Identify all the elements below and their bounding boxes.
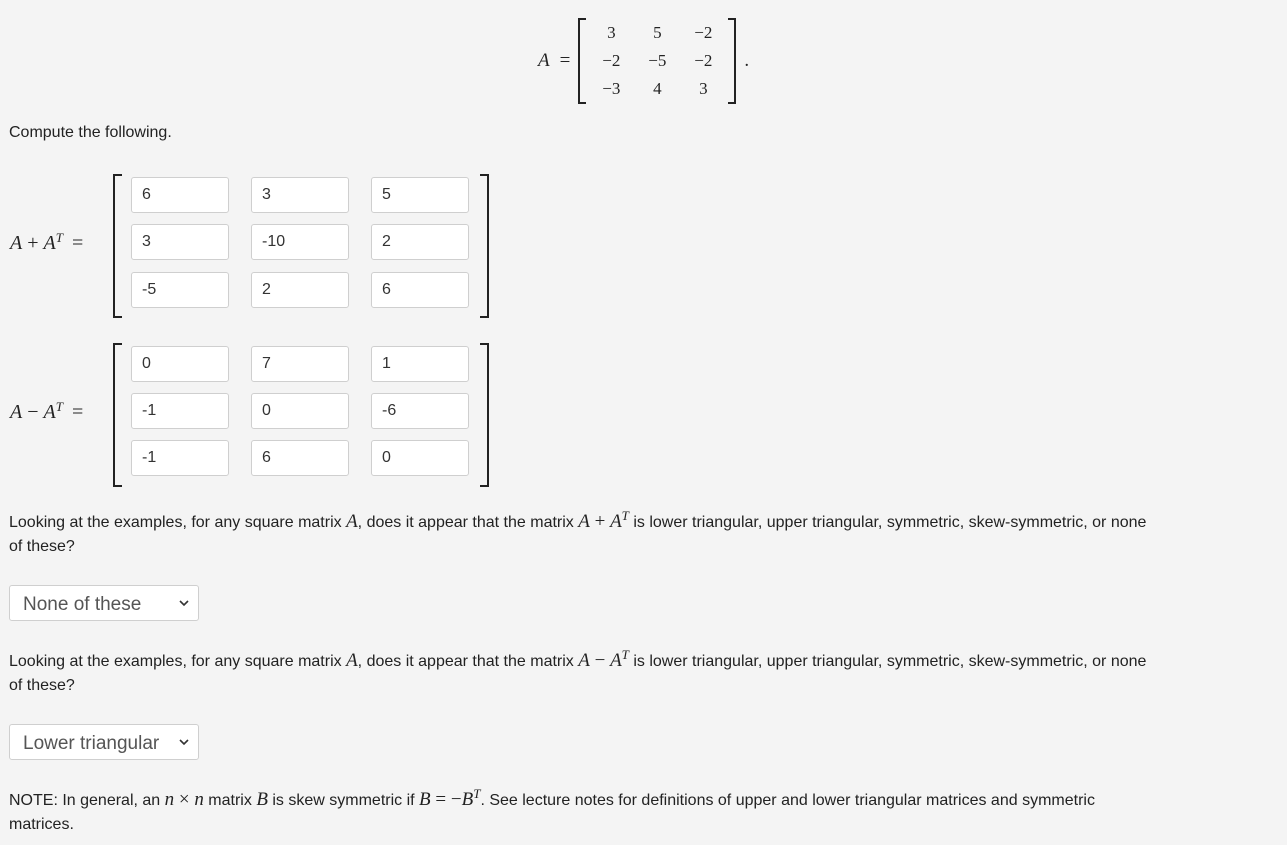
q2-expr-sup: T bbox=[621, 647, 629, 662]
q2-part2: , does it appear that the matrix bbox=[357, 653, 579, 670]
label-b: A bbox=[43, 232, 56, 254]
plus-cell-1-1[interactable] bbox=[131, 177, 229, 213]
minus-cell-2-3[interactable] bbox=[371, 393, 469, 429]
given-matrix-table bbox=[588, 19, 726, 103]
note-n1: n bbox=[164, 789, 175, 810]
given-right-bracket bbox=[728, 18, 736, 104]
q1-expr-op: + bbox=[589, 511, 611, 532]
plus-cell-2-3[interactable] bbox=[371, 224, 469, 260]
minus-matrix-label bbox=[10, 401, 83, 424]
q1-part1: Looking at the examples, for any square matrix bbox=[9, 514, 347, 531]
label-a: A bbox=[10, 232, 23, 254]
q1-expr-sup: T bbox=[621, 508, 629, 523]
given-cell: −2 bbox=[602, 51, 621, 70]
given-left-bracket bbox=[578, 18, 586, 104]
given-cell: 3 bbox=[699, 79, 708, 98]
minus-left-bracket bbox=[113, 343, 122, 487]
label-op: + bbox=[27, 232, 39, 254]
plus-cell-3-2[interactable] bbox=[251, 272, 349, 308]
label-eq: = bbox=[71, 401, 84, 423]
q1-expr-b: A bbox=[610, 511, 622, 532]
note-part2: matrix bbox=[203, 792, 257, 809]
q2-part1: Looking at the examples, for any square matrix bbox=[9, 653, 347, 670]
label-a: A bbox=[10, 401, 23, 423]
q1-part3: is lower triangular, upper triangular, symmetric, skew-symmetric, or none bbox=[628, 514, 1147, 531]
question2-selected-value: Lower triangular bbox=[23, 733, 160, 754]
minus-cell-3-3[interactable] bbox=[371, 440, 469, 476]
label-sup: T bbox=[55, 399, 63, 414]
given-cell: −5 bbox=[648, 51, 667, 70]
question2-text-line2: of these? bbox=[9, 677, 75, 694]
plus-left-bracket bbox=[113, 174, 122, 318]
given-equals: = bbox=[559, 50, 571, 71]
note-text bbox=[9, 787, 1284, 813]
note-part3: is skew symmetric if bbox=[267, 792, 420, 809]
given-cell: 3 bbox=[607, 23, 616, 42]
note-sup: T bbox=[473, 786, 481, 801]
q1-var-a: A bbox=[346, 511, 358, 532]
minus-cell-3-1[interactable] bbox=[131, 440, 229, 476]
label-b: A bbox=[43, 401, 56, 423]
label-sup: T bbox=[55, 230, 63, 245]
plus-matrix-label bbox=[10, 232, 83, 255]
note-part1: NOTE: In general, an bbox=[9, 792, 165, 809]
question1-text-line2: of these? bbox=[9, 538, 75, 555]
given-cell: −2 bbox=[694, 51, 713, 70]
note-eq: = − bbox=[430, 789, 462, 810]
plus-cell-2-2[interactable] bbox=[251, 224, 349, 260]
instructions: Compute the following. bbox=[9, 124, 172, 141]
q2-expr-a: A bbox=[578, 650, 590, 671]
given-matrix bbox=[538, 18, 749, 104]
label-op: − bbox=[27, 401, 39, 423]
question1-selected-value: None of these bbox=[23, 594, 142, 615]
minus-right-bracket bbox=[480, 343, 489, 487]
question2-text bbox=[9, 648, 1284, 674]
q2-expr-op: − bbox=[589, 650, 611, 671]
note-b2: B bbox=[419, 789, 431, 810]
plus-cell-3-1[interactable] bbox=[131, 272, 229, 308]
minus-cell-3-2[interactable] bbox=[251, 440, 349, 476]
given-matrix-name: A bbox=[538, 50, 550, 71]
plus-matrix bbox=[0, 172, 500, 318]
minus-cell-1-3[interactable] bbox=[371, 346, 469, 382]
note-b1: B bbox=[256, 789, 268, 810]
plus-right-bracket bbox=[480, 174, 489, 318]
given-cell: 4 bbox=[653, 79, 662, 98]
question2-select[interactable] bbox=[9, 724, 199, 760]
q2-expr-b: A bbox=[610, 650, 622, 671]
given-period: . bbox=[744, 50, 750, 71]
minus-matrix bbox=[0, 341, 500, 487]
question1-text bbox=[9, 509, 1284, 535]
minus-cell-1-2[interactable] bbox=[251, 346, 349, 382]
plus-cell-1-2[interactable] bbox=[251, 177, 349, 213]
q2-var-a: A bbox=[346, 650, 358, 671]
minus-cell-2-2[interactable] bbox=[251, 393, 349, 429]
q2-part3: is lower triangular, upper triangular, symmetric, skew-symmetric, or none bbox=[628, 653, 1147, 670]
q1-expr-a: A bbox=[578, 511, 590, 532]
minus-cell-2-1[interactable] bbox=[131, 393, 229, 429]
q1-part2: , does it appear that the matrix bbox=[357, 514, 579, 531]
plus-cell-3-3[interactable] bbox=[371, 272, 469, 308]
given-cell: −3 bbox=[602, 79, 621, 98]
chevron-down-icon bbox=[178, 598, 190, 608]
plus-cell-1-3[interactable] bbox=[371, 177, 469, 213]
note-b3: B bbox=[461, 789, 474, 810]
label-eq: = bbox=[71, 232, 84, 254]
note-n2: n bbox=[194, 789, 204, 810]
chevron-down-icon bbox=[178, 737, 190, 747]
given-cell: −2 bbox=[694, 23, 713, 42]
question1-select[interactable] bbox=[9, 585, 199, 621]
minus-cell-1-1[interactable] bbox=[131, 346, 229, 382]
note-times: × bbox=[174, 789, 195, 810]
given-cell: 5 bbox=[653, 23, 662, 42]
plus-cell-2-1[interactable] bbox=[131, 224, 229, 260]
note-text-line2: matrices. bbox=[9, 816, 74, 833]
note-part4: . See lecture notes for definitions of upper and lower triangular matrices and symmetric bbox=[480, 792, 1095, 809]
